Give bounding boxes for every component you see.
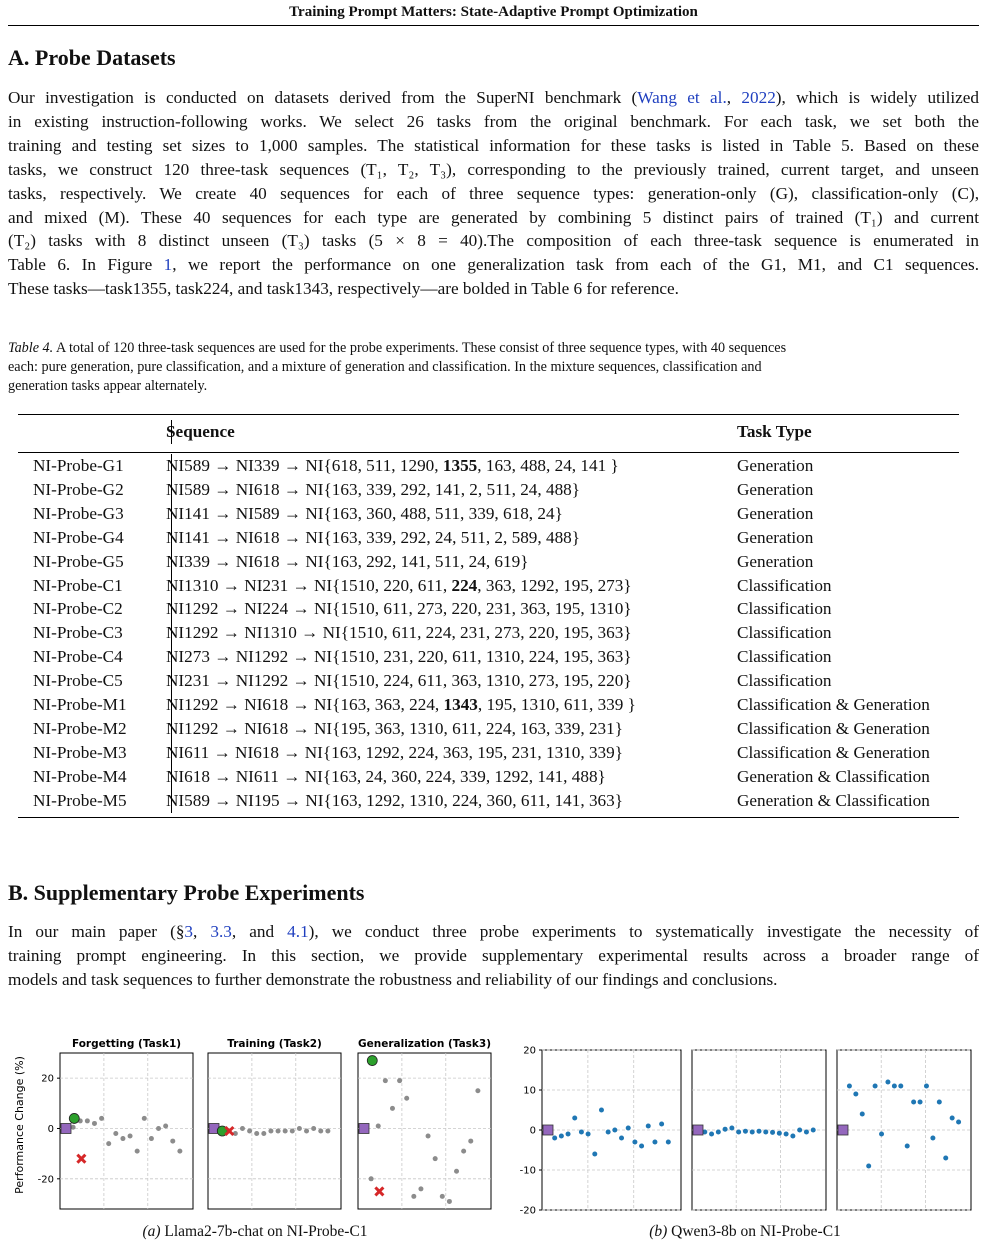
sequence-text: NI1292 → NI618 → NI{163, 363, 224,: [166, 695, 444, 714]
row-task-type: Classification & Generation: [737, 718, 930, 738]
data-point: [376, 1123, 381, 1128]
text-run: Table 6. In Figure: [8, 255, 164, 275]
sequence-text: NI618 → NI611 → NI{163, 24, 360, 224, 339, 1292, 141, 488}: [166, 766, 606, 786]
data-point: [898, 1084, 903, 1089]
text-run: in existing instruction-following works. We select 26 tasks from the original benchmark. For each task, we set both the: [8, 111, 979, 131]
sectionB-line: [8, 944, 979, 968]
data-point: [92, 1121, 97, 1126]
row-name: NI-Probe-G2: [33, 479, 124, 499]
sectionA-line: [8, 253, 979, 277]
row-sequence: [166, 454, 619, 478]
data-point: [873, 1084, 878, 1089]
data-point: [304, 1129, 309, 1134]
sequence-text: NI589 → NI618 → NI{163, 339, 292, 141, 2, 511, 24, 488}: [166, 479, 581, 499]
data-point: [369, 1176, 374, 1181]
sequence-text: NI231 → NI1292 → NI{1510, 224, 611, 363, 1310, 273, 195, 220}: [166, 671, 632, 691]
sequence-text: NI589 → NI339 → NI{618, 511, 1290,: [166, 456, 443, 475]
data-point: [276, 1129, 281, 1134]
row-sequence: [166, 597, 632, 621]
sequence-text: NI1292 → NI1310 → NI{1510, 611, 224, 231, 273, 220, 195, 363}: [166, 623, 632, 643]
data-point: [170, 1139, 175, 1144]
data-point: [646, 1124, 651, 1129]
sectionA-line: [8, 158, 979, 182]
table-row: [18, 526, 959, 550]
row-task-type: Classification: [737, 599, 832, 619]
data-point: [240, 1126, 245, 1131]
data-point: [709, 1132, 714, 1137]
row-task-type: Classification: [737, 671, 832, 691]
data-point: [937, 1100, 942, 1105]
data-point: [325, 1129, 330, 1134]
sequence-bold-task: 224: [451, 575, 478, 595]
sectionA-line: [8, 229, 979, 253]
sequence-text: NI589 → NI195 → NI{163, 1292, 1310, 224, 360, 611, 141, 363}: [166, 790, 623, 810]
data-point: [85, 1118, 90, 1123]
table-row: [18, 789, 959, 813]
data-point: [905, 1144, 910, 1149]
baseline-square-marker: [61, 1123, 71, 1133]
reference-link[interactable]: Wang et al.: [637, 88, 727, 107]
row-task-type: Classification: [737, 575, 832, 595]
text-run: and mixed (M). These 40 sequences for each type are generated by combining 5 distinct pairs of trained (T₁) and current: [8, 207, 979, 227]
running-header: Training Prompt Matters: State-Adaptive Prompt Optimization: [289, 4, 698, 20]
data-point: [261, 1131, 266, 1136]
text-run: ,: [726, 88, 742, 107]
data-point: [440, 1194, 445, 1199]
table-row: [18, 454, 959, 478]
data-point: [113, 1131, 118, 1136]
data-point: [149, 1136, 154, 1141]
y-tick-label: 0: [47, 1123, 54, 1135]
text-run: Our investigation is conducted on datasets derived from the SuperNI benchmark (: [8, 88, 638, 107]
data-point: [599, 1108, 604, 1113]
text-run: , and: [231, 922, 288, 941]
data-point: [99, 1116, 104, 1121]
sequence-text-end: , 363, 1292, 195, 273}: [477, 575, 632, 595]
figure-a-caption-label: (a): [142, 1223, 161, 1240]
data-point: [743, 1129, 748, 1134]
y-tick-label: 20: [523, 1045, 536, 1057]
data-point: [729, 1126, 734, 1131]
row-sequence: [166, 669, 632, 693]
data-point: [247, 1129, 252, 1134]
row-name: NI-Probe-M2: [33, 718, 127, 738]
row-task-type: Classification: [737, 623, 832, 643]
sequence-text: NI141 → NI618 → NI{163, 339, 292, 24, 511, 2, 589, 488}: [166, 527, 581, 547]
row-task-type: Classification & Generation: [737, 742, 930, 762]
data-point: [128, 1134, 133, 1139]
data-point: [811, 1128, 816, 1133]
text-run: training and testing set sizes to 1,000 samples. The statistical information for these tasks is listed in Table 5. Based on these: [8, 135, 979, 155]
data-point: [790, 1134, 795, 1139]
data-point: [804, 1130, 809, 1135]
data-point: [156, 1126, 161, 1131]
baseline-square-marker: [838, 1125, 848, 1135]
text-run: In our main paper (§: [8, 922, 185, 941]
text-run: tasks, we construct 120 three-task sequences (T₁, T₂, T₃), corresponding to the previously trained, current target, and unseen: [8, 159, 979, 179]
figure-a-chart: [5, 1030, 495, 1215]
row-name: NI-Probe-M4: [33, 766, 127, 786]
section-b-heading: B. Supplementary Probe Experiments: [8, 880, 365, 905]
data-point: [177, 1149, 182, 1154]
table-row: [18, 645, 959, 669]
sequence-text: NI1292 → NI224 → NI{1510, 611, 273, 220, 231, 363, 195, 1310}: [166, 599, 632, 619]
row-sequence: [166, 789, 623, 813]
data-point: [930, 1136, 935, 1141]
row-name: NI-Probe-C2: [33, 599, 123, 619]
sectionA-line: [8, 182, 979, 206]
circle-marker: [367, 1056, 377, 1066]
data-point: [879, 1132, 884, 1137]
plot-frame: [358, 1053, 491, 1209]
data-point: [736, 1130, 741, 1135]
data-point: [847, 1084, 852, 1089]
row-task-type: Classification: [737, 647, 832, 667]
header-rule: [8, 25, 979, 26]
row-sequence: [166, 693, 636, 717]
sectionA-line: [8, 206, 979, 230]
table-row: [18, 765, 959, 789]
column-header-task-type: Task Type: [737, 422, 812, 441]
data-point: [853, 1092, 858, 1097]
reference-link[interactable]: 2022: [741, 88, 776, 107]
data-point: [860, 1112, 865, 1117]
row-sequence: [166, 717, 623, 741]
data-point: [619, 1136, 624, 1141]
baseline-square-marker: [543, 1125, 553, 1135]
row-task-type: Classification & Generation: [737, 695, 930, 714]
sequence-text-end: , 195, 1310, 611, 339 }: [477, 695, 636, 714]
sequence-text: NI1310 → NI231 → NI{1510, 220, 611,: [166, 575, 452, 595]
data-point: [311, 1126, 316, 1131]
data-point: [461, 1149, 466, 1154]
row-task-type: Generation: [737, 503, 814, 523]
sectionA-line: [8, 86, 979, 110]
table-4-caption: [8, 339, 979, 396]
data-point: [750, 1130, 755, 1135]
data-point: [666, 1140, 671, 1145]
reference-link[interactable]: 3: [184, 922, 194, 941]
table-row: [18, 717, 959, 741]
row-task-type: Generation & Classification: [737, 790, 930, 810]
reference-link[interactable]: 4.1: [287, 922, 309, 941]
data-point: [659, 1122, 664, 1127]
row-sequence: [166, 502, 563, 526]
data-point: [885, 1080, 890, 1085]
y-tick-label: -20: [37, 1174, 54, 1186]
data-point: [797, 1128, 802, 1133]
row-sequence: [166, 550, 528, 574]
data-point: [120, 1136, 125, 1141]
text-run: ), which is widely utilized: [775, 88, 979, 107]
subplot-title: Training (Task2): [227, 1038, 322, 1050]
row-task-type: Generation: [737, 551, 814, 571]
sequence-text: NI1292 → NI618 → NI{195, 363, 1310, 611, 224, 163, 339, 231}: [166, 718, 623, 738]
row-task-type: Generation: [737, 456, 814, 475]
data-point: [254, 1131, 259, 1136]
table-header-separator: [171, 420, 172, 444]
data-point: [943, 1156, 948, 1161]
table-bottom-rule: [18, 817, 959, 818]
data-point: [468, 1139, 473, 1144]
table-row: [18, 693, 959, 717]
data-point: [770, 1130, 775, 1135]
data-point: [163, 1123, 168, 1128]
data-point: [426, 1134, 431, 1139]
table-mid-rule: [18, 452, 959, 453]
table-4-caption-text-1: A total of 120 three-task sequences are used for the probe experiments. These consist of three sequence types, with 40 sequences: [55, 340, 787, 356]
text-run: training prompt engineering. In this section, we provide supplementary experimental results across a broader range of: [8, 945, 979, 965]
table-row: [18, 741, 959, 765]
row-name: NI-Probe-C3: [33, 623, 123, 643]
row-task-type: Generation: [737, 479, 814, 499]
row-sequence: [166, 574, 632, 598]
row-task-type: Generation: [737, 527, 814, 547]
data-point: [433, 1156, 438, 1161]
row-name: NI-Probe-G5: [33, 551, 124, 571]
table-row: [18, 621, 959, 645]
row-name: NI-Probe-G3: [33, 503, 124, 523]
column-header-sequence: Sequence: [166, 422, 235, 441]
data-point: [757, 1129, 762, 1134]
data-point: [639, 1144, 644, 1149]
sequence-text-end: , 163, 488, 24, 141 }: [477, 456, 619, 475]
data-point: [404, 1096, 409, 1101]
row-sequence: [166, 478, 580, 502]
data-point: [383, 1078, 388, 1083]
sequence-text: NI141 → NI589 → NI{163, 360, 488, 511, 339, 618, 24}: [166, 503, 563, 523]
data-point: [447, 1199, 452, 1204]
data-point: [924, 1084, 929, 1089]
data-point: [586, 1132, 591, 1137]
y-tick-label: 10: [523, 1085, 536, 1097]
text-run: ,: [193, 922, 211, 941]
sequence-text: NI611 → NI618 → NI{163, 1292, 224, 363, 195, 231, 1310, 339}: [166, 742, 623, 762]
row-name: NI-Probe-M3: [33, 742, 127, 762]
row-name: NI-Probe-C5: [33, 671, 123, 691]
row-name: NI-Probe-G4: [33, 527, 124, 547]
table-top-rule: [18, 414, 959, 415]
y-tick-label: 20: [41, 1073, 54, 1085]
row-name: NI-Probe-G1: [33, 456, 124, 475]
data-point: [454, 1169, 459, 1174]
sectionB-line: [8, 968, 979, 992]
data-point: [566, 1132, 571, 1137]
data-point: [411, 1194, 416, 1199]
table-4-caption-label: Table 4.: [8, 340, 54, 356]
data-point: [892, 1084, 897, 1089]
data-point: [777, 1131, 782, 1136]
row-task-type: Generation & Classification: [737, 766, 930, 786]
data-point: [652, 1140, 657, 1145]
text-run: , we report the performance on one generalization task from each of the G1, M1, and C1 sequences.: [172, 255, 979, 275]
text-run: models and task sequences to further demonstrate the robustness and reliability of our findings and conclusions.: [8, 969, 778, 989]
data-point: [606, 1130, 611, 1135]
sequence-text: NI339 → NI618 → NI{163, 292, 141, 511, 24, 619}: [166, 551, 529, 571]
data-point: [475, 1088, 480, 1093]
figure-a-caption: [60, 1223, 450, 1241]
plot-frame: [60, 1053, 193, 1209]
row-sequence: [166, 526, 580, 550]
text-run: These tasks—task1355, task224, and task1343, respectively—are bolded in Table 6 for reference.: [8, 279, 679, 299]
table-row: [18, 574, 959, 598]
circle-marker: [69, 1113, 79, 1123]
data-point: [716, 1130, 721, 1135]
figure-b-caption: [560, 1223, 930, 1241]
reference-link[interactable]: 3.3: [210, 922, 232, 941]
data-point: [552, 1136, 557, 1141]
data-point: [956, 1120, 961, 1125]
data-point: [592, 1152, 597, 1157]
table-body-separator: [171, 454, 172, 813]
row-name: NI-Probe-M5: [33, 790, 127, 810]
data-point: [290, 1129, 295, 1134]
y-tick-label: -20: [519, 1205, 536, 1217]
figure-b-caption-text: Qwen3-8b on NI-Probe-C1: [667, 1223, 841, 1240]
table-4-caption-text-3: generation tasks appear alternately.: [8, 378, 208, 394]
data-point: [784, 1132, 789, 1137]
subplot-title: Forgetting (Task1): [71, 1038, 182, 1050]
data-point: [283, 1129, 288, 1134]
sectionA-line: [8, 134, 979, 158]
y-axis-label: Performance Change (%): [13, 1056, 26, 1194]
row-sequence: [166, 741, 623, 765]
sequence-text: NI273 → NI1292 → NI{1510, 231, 220, 611, 1310, 224, 195, 363}: [166, 647, 632, 667]
data-point: [950, 1116, 955, 1121]
data-point: [397, 1078, 402, 1083]
data-point: [612, 1128, 617, 1133]
y-tick-label: -10: [519, 1165, 536, 1177]
y-tick-label: 0: [529, 1125, 536, 1137]
data-point: [106, 1141, 111, 1146]
table-row: [18, 597, 959, 621]
data-point: [318, 1129, 323, 1134]
table-header-row: [18, 420, 959, 444]
baseline-square-marker: [693, 1125, 703, 1135]
figure-a-caption-text: Llama2-7b-chat on NI-Probe-C1: [160, 1223, 368, 1240]
figure-b-caption-label: (b): [649, 1223, 668, 1240]
data-point: [390, 1106, 395, 1111]
data-point: [572, 1116, 577, 1121]
text-run: ), we conduct three probe experiments to systematically investigate the necessity of: [308, 922, 979, 941]
sectionA-line: [8, 110, 979, 134]
table-row: [18, 502, 959, 526]
data-point: [911, 1100, 916, 1105]
row-name: NI-Probe-M1: [33, 695, 127, 714]
data-point: [418, 1186, 423, 1191]
table-row: [18, 478, 959, 502]
data-point: [918, 1100, 923, 1105]
row-sequence: [166, 765, 606, 789]
sectionA-line: [8, 277, 979, 301]
reference-link[interactable]: 1: [163, 255, 173, 275]
baseline-square-marker: [359, 1123, 369, 1133]
table-row: [18, 550, 959, 574]
section-a-heading: A. Probe Datasets: [8, 45, 176, 70]
table-row: [18, 669, 959, 693]
data-point: [559, 1134, 564, 1139]
text-run: tasks, respectively. We create 40 sequences for each of three sequence types: generation-only (G), classification-only (C),: [8, 183, 979, 203]
sectionB-line: [8, 920, 979, 944]
data-point: [135, 1149, 140, 1154]
table-4-caption-text-2: each: pure generation, pure classification, and a mixture of generation and classification. In the mixture sequences, classification and: [8, 359, 762, 375]
row-sequence: [166, 645, 632, 669]
data-point: [268, 1129, 273, 1134]
data-point: [632, 1140, 637, 1145]
data-point: [723, 1127, 728, 1132]
text-run: (T₂) tasks with 8 distinct unseen (T₃) tasks (5 × 8 = 40).The composition of each three-task sequence is enumerated in: [8, 231, 979, 251]
data-point: [297, 1126, 302, 1131]
row-name: NI-Probe-C4: [33, 647, 123, 667]
sequence-bold-task: 1355: [442, 456, 478, 475]
data-point: [579, 1130, 584, 1135]
sequence-bold-task: 1343: [443, 695, 478, 714]
row-name: NI-Probe-C1: [33, 575, 123, 595]
data-point: [763, 1130, 768, 1135]
data-point: [866, 1164, 871, 1169]
data-point: [626, 1126, 631, 1131]
figure-b-chart: [512, 1040, 982, 1225]
subplot-title: Generalization (Task3): [358, 1038, 491, 1050]
row-sequence: [166, 621, 632, 645]
data-point: [142, 1116, 147, 1121]
